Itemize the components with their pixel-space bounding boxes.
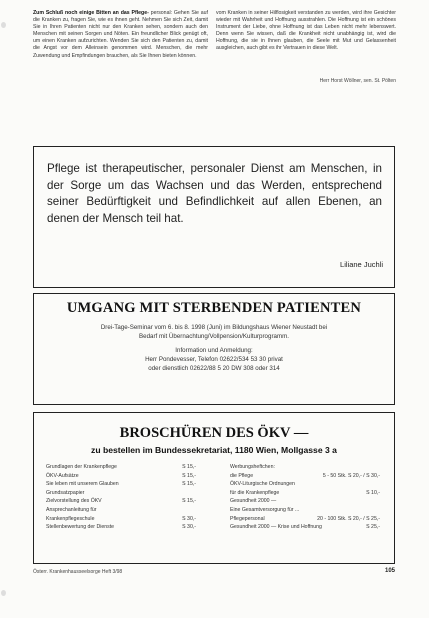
- brochure-item-name: die Pflege: [230, 472, 254, 479]
- page-footer: [33, 569, 395, 575]
- brochure-item: [46, 480, 196, 489]
- seminar-line-3: Information und Anmeldung:: [175, 347, 253, 354]
- brochure-item-name: Werbungsheftchen:: [230, 464, 275, 470]
- article-text-right: vom Kranken in seiner Hilflosigkeit verstanden zu werden, wird ihre Gesichter wieder mit Wahrheit und Hoffnung ausstrahlen. Die Hoffnung ist ein schönes Instrument der Liebe, ohne Hoffnung ist das Leben nicht mehr lebenswert. Denn wenn Sie wissen, daß die Krankheit nicht unabhängig ist, wird die Hoffnung, die sie in Ihnen glauben, die Seele mit Mut und Gelassenheit ausgleichen, auch gibt es ihr Vertrauen in diese Welt.: [216, 10, 396, 52]
- seminar-line-4: Herr Pondevesser, Telefon 02622/534 53 30 privat: [145, 356, 283, 363]
- seminar-title: UMGANG MIT STERBENDEN PATIENTEN: [66, 300, 362, 316]
- brochure-item-price: S 15,-: [182, 472, 196, 479]
- brochure-item-name: für die Krankenpflege: [230, 489, 280, 496]
- punch-hole: [1, 22, 6, 28]
- seminar-line-5: oder dienstlich 02622/88 5 20 DW 308 oder 314: [148, 365, 280, 372]
- brochure-item: [230, 497, 380, 506]
- brochure-item-name: Ansprechanleitung für: [46, 506, 97, 513]
- quote-author: Liliane Juchli: [340, 260, 383, 269]
- brochure-item: [230, 506, 380, 515]
- article-body-left: personal: Gehen Sie auf die Kranken zu, fragen Sie, wie es ihnen geht. Nehmen Sie sich Zeit, damit Sie in Ihren Patienten nicht nur den Kranken sehen, sondern auch den Menschen mit seinen Sorgen und Nöten. Ein freundlicher Blick genügt oft, um einen Kranken aufzurichten. Wenden Sie sich den Patienten zu, damit die Angst vor dem Alleinsein genommen wird. Menschen, die mehr Zuwendung und Empfindungen brauchen, als Sie Ihnen bieten können.: [33, 10, 208, 59]
- quote-box: [33, 146, 395, 288]
- brochure-item-name: Stellenbewertung der Dienste: [46, 524, 115, 531]
- brochures-box: [33, 412, 395, 564]
- brochure-item-name: Sie leben mit unserem Glauben: [46, 481, 119, 488]
- brochure-item-price: S 15,-: [182, 498, 196, 505]
- brochure-item-price: 5 - 50 Stk. S 20,- / S 30,-: [322, 472, 380, 479]
- quote-text: Pflege ist therapeutischer, personaler Dienst am Menschen, in der Sorge um das Wachsen und das Werden, entsprechend seiner Bedürftigkeit und Befindlichkeit auf allen Ebenen, an denen der Mensch teil hat.: [47, 162, 382, 225]
- brochures-subtitle: zu bestellen im Bundessekretariat, 1180 Wien, Mollgasse 3 a: [91, 445, 337, 455]
- brochure-item: [46, 523, 196, 532]
- brochure-item-price: S 30,-: [182, 524, 196, 531]
- brochure-item-price: S 25,-: [366, 524, 380, 531]
- brochure-list-left: [46, 463, 196, 532]
- brochure-item: [230, 515, 380, 524]
- brochure-item: [46, 463, 196, 472]
- article-credit: Herr Horst Wöllner, sen. St. Pölten: [319, 78, 396, 84]
- brochure-item: [230, 489, 380, 498]
- brochure-item: [230, 480, 380, 489]
- brochure-item-name: ÖKV-Aufsätze: [46, 472, 79, 479]
- brochure-item: [230, 472, 380, 481]
- brochure-item-name: Gesundheit 2000 —: [230, 498, 277, 505]
- brochure-item-name: Pflegepersonal: [230, 515, 265, 522]
- brochure-item: [230, 463, 380, 472]
- brochure-item: [46, 515, 196, 524]
- brochure-item-name: Grundlagen der Krankenpflege: [46, 464, 117, 470]
- article-lead: Zum Schluß noch einige Bitten an das Pflege-: [33, 10, 149, 16]
- brochure-item: [46, 497, 196, 506]
- brochure-item-price: S 15,-: [182, 481, 196, 488]
- brochure-item-name: Grundsatzpapier: [46, 489, 85, 496]
- brochure-item-price: S 30,-: [182, 515, 196, 522]
- brochure-list-right: [230, 463, 380, 532]
- brochure-item-name: ÖKV-Liturgische Ordnungen: [230, 481, 295, 488]
- brochure-item: [46, 506, 196, 515]
- brochure-item-name: Eine Gesamtversorgung für ...: [230, 506, 300, 513]
- brochure-item-name: Gesundheit 2000 — Krise und Hoffnung: [230, 524, 322, 531]
- brochure-item-price: S 10,-: [366, 489, 380, 496]
- page-number: 105: [384, 568, 395, 574]
- brochure-item: [46, 472, 196, 481]
- brochure-item: [230, 523, 380, 532]
- seminar-box: [33, 293, 395, 405]
- article-text-left: [33, 10, 208, 60]
- seminar-line-2: Bedarf mit Übernachtung/Vollpension/Kulturprogramm.: [139, 333, 289, 340]
- brochure-item-price: 20 - 100 Stk. S 20,- / S 25,-: [317, 515, 380, 522]
- brochure-item-name: Krankenpflegeschule: [46, 515, 95, 522]
- brochure-item-price: S 15,-: [182, 464, 196, 470]
- punch-hole: [1, 590, 6, 596]
- footer-publication: Österr. Krankenhausseelsorge Heft 3/98: [33, 569, 123, 575]
- seminar-line-1: Drei-Tage-Seminar vom 6. bis 8. 1998 (Juni) im Bildungshaus Wiener Neustadt bei: [100, 324, 328, 331]
- brochure-item-name: Zielvorstellung des ÖKV: [46, 498, 102, 505]
- brochure-item: [46, 489, 196, 498]
- brochures-title: BROSCHÜREN DES ÖKV —: [119, 425, 309, 441]
